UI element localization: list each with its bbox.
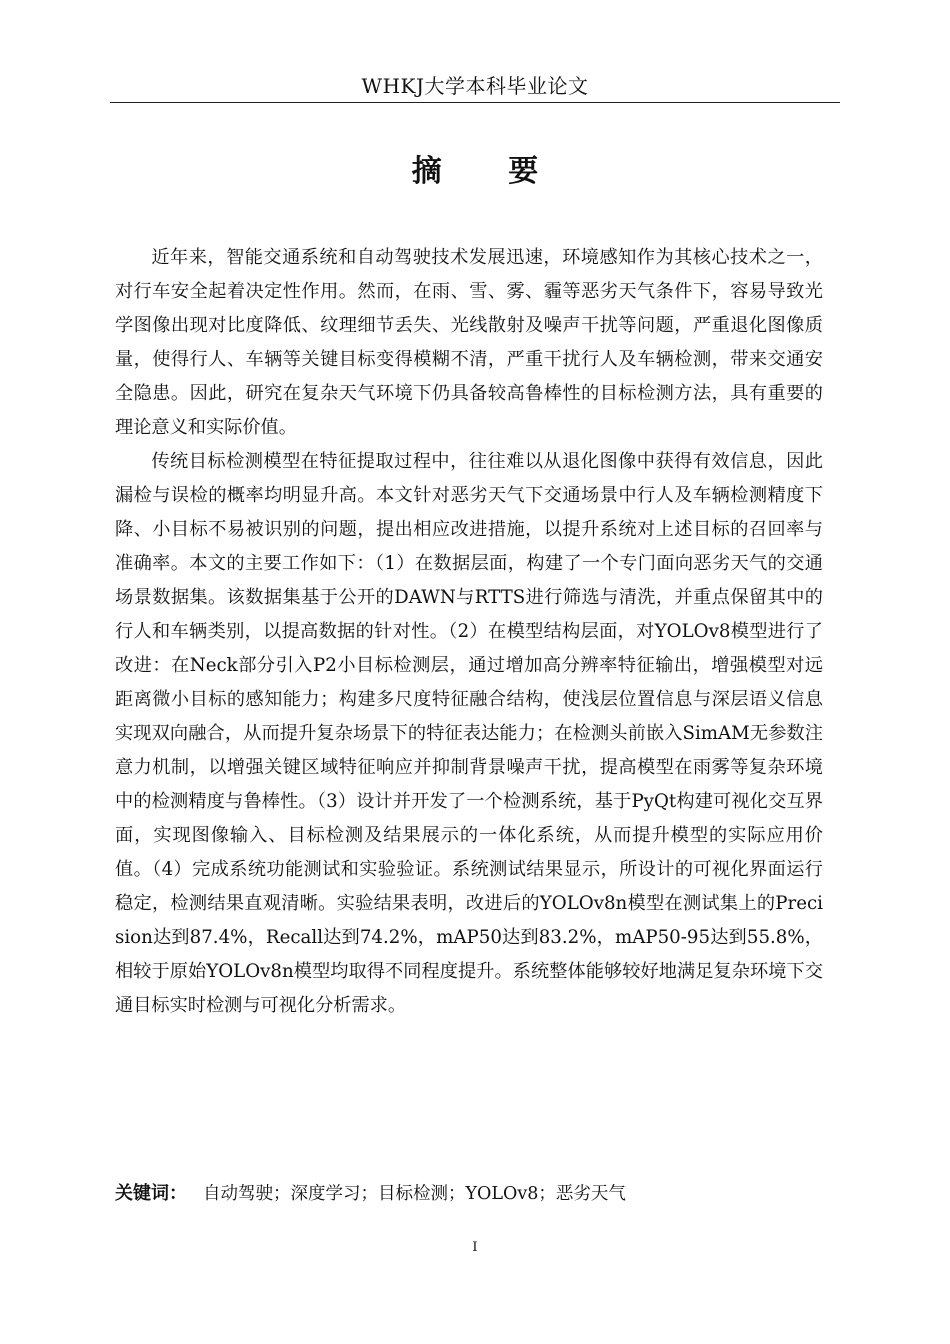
abstract-body — [115, 241, 823, 1023]
abstract-paragraph-2: 传统目标检测模型在特征提取过程中，往往难以从退化图像中获得有效信息，因此漏检与误检的概率均明显升高。本文针对恶劣天气下交通场景中行人及车辆检测精度下降、小目标不易被识别的问题，提出相应改进措施，以提升系统对上述目标的召回率与准确率。本文的主要工作如下：（1）在数据层面，构建了一个专门面向恶劣天气的交通场景数据集。该数据集基于公开的DAWN与RTTS进行筛选与清洗，并重点保留其中的行人和车辆类别，以提高数据的针对性。（2）在模型结构层面，对YOLOv8模型进行了改进：在Neck部分引入P2小目标检测层，通过增加高分辨率特征输出，增强模型对远距离微小目标的感知能力；构建多尺度特征融合结构，使浅层位置信息与深层语义信息实现双向融合，从而提升复杂场景下的特征表达能力；在检测头前嵌入SimAM无参数注意力机制，以增强关键区域特征响应并抑制背景噪声干扰，提高模型在雨雾等复杂环境中的检测精度与鲁棒性。（3）设计并开发了一个检测系统，基于PyQt构建可视化交互界面，实现图像输入、目标检测及结果展示的一体化系统，从而提升模型的实际应用价值。（4）完成系统功能测试和实验验证。系统测试结果显示，所设计的可视化界面运行稳定，检测结果直观清晰。实验结果表明，改进后的YOLOv8n模型在测试集上的Precision达到87.4%，Recall达到74.2%，mAP50达到83.2%，mAP50-95达到55.8%，相较于原始YOLOv8n模型均取得不同程度提升。系统整体能够较好地满足复杂环境下交通目标实时检测与可视化分析需求。 — [115, 451, 823, 1016]
abstract-title: 摘 要 — [411, 154, 567, 189]
keywords-label: 关键词： — [115, 1183, 187, 1204]
keywords-list: 自动驾驶；深度学习；目标检测；YOLOv8；恶劣天气 — [203, 1184, 626, 1204]
running-header: WHKJ大学本科毕业论文 — [361, 74, 589, 98]
abstract-paragraph-1: 近年来，智能交通系统和自动驾驶技术发展迅速，环境感知作为其核心技术之一，对行车安全起着决定性作用。然而，在雨、雪、雾、霾等恶劣天气条件下，容易导致光学图像出现对比度降低、纹理细节丢失、光线散射及噪声干扰等问题，严重退化图像质量，使得行人、车辆等关键目标变得模糊不清，严重干扰行人及车辆检测，带来交通安全隐患。因此，研究在复杂天气环境下仍具备较高鲁棒性的目标检测方法，具有重要的理论意义和实际价值。 — [115, 247, 823, 438]
header-divider — [110, 102, 840, 103]
page-number: I — [472, 1240, 478, 1255]
keywords-line — [115, 1178, 823, 1210]
